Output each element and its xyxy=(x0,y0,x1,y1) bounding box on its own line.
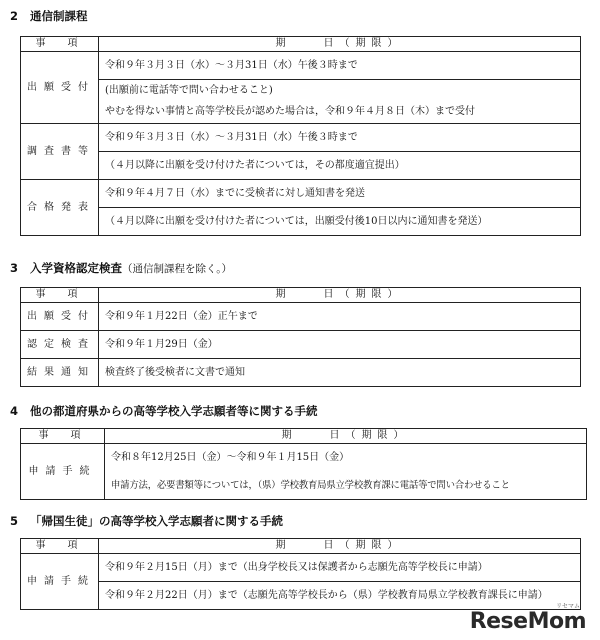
table-row xyxy=(21,359,581,387)
section-title-5 xyxy=(10,513,283,529)
row-text: 検査終了後受検者に文書で通知 xyxy=(99,359,581,387)
schedule-table-5 xyxy=(20,538,581,610)
schedule-table-3 xyxy=(20,287,581,387)
row-text: やむを得ない事情と高等学校長が認めた場合は，令和９年４月８日（木）まで受付 xyxy=(99,102,581,124)
table-row xyxy=(21,152,581,180)
row-label: 調査書等 xyxy=(21,124,99,180)
header-period: 期 日（期限） xyxy=(99,37,581,52)
row-text: 令和９年３月３日（水）～３月31日（水）午後３時まで xyxy=(99,124,581,152)
row-label: 出願受付 xyxy=(21,52,99,124)
section-heading: 「帰国生徒」の高等学校入学志願者に関する手続 xyxy=(30,514,283,528)
header-item: 事 項 xyxy=(21,429,105,444)
section-note: （通信制課程を除く。） xyxy=(122,263,233,275)
section-number: 5 xyxy=(10,514,19,528)
watermark-small-text: リセマム xyxy=(556,603,580,610)
header-period: 期 日（期限） xyxy=(105,429,587,444)
schedule-table-4 xyxy=(20,428,587,500)
row-label: 出願受付 xyxy=(21,303,99,331)
section-number: 3 xyxy=(10,261,19,275)
section-number: 4 xyxy=(10,404,19,418)
row-text: 令和９年２月15日（月）まで（出身学校長又は保護者から志願先高等学校長に申請） xyxy=(99,554,581,582)
table-row xyxy=(21,472,587,500)
row-text: 令和９年３月３日（水）～３月31日（水）午後３時まで xyxy=(99,52,581,80)
row-text: 令和９年１月29日（金） xyxy=(99,331,581,359)
table-row xyxy=(21,444,587,472)
row-text: 申請方法，必要書類等については，（県）学校教育局県立学校教育課に電話等で問い合わせること xyxy=(105,472,587,500)
row-label: 認定検査 xyxy=(21,331,99,359)
table-header-row xyxy=(21,288,581,303)
row-text: 令和９年１月22日（金）正午まで xyxy=(99,303,581,331)
section-heading: 他の都道府県からの高等学校入学志願者等に関する手続 xyxy=(30,404,318,418)
table-header-row xyxy=(21,37,581,52)
section-title-4 xyxy=(10,403,318,419)
section-heading: 通信制課程 xyxy=(30,9,88,23)
schedule-table-2 xyxy=(20,36,581,236)
section-heading: 入学資格認定検査 xyxy=(30,261,122,275)
header-period: 期 日（期限） xyxy=(99,288,581,303)
table-header-row xyxy=(21,539,581,554)
section-number: 2 xyxy=(10,9,19,23)
resemom-logo xyxy=(470,609,586,634)
row-label: 合格発表 xyxy=(21,180,99,236)
row-text: （４月以降に出願を受け付けた者については，その都度適宜提出） xyxy=(99,152,581,180)
header-item: 事 項 xyxy=(21,539,99,554)
row-text: 令和９年２月22日（月）まで（志願先高等学校長から（県）学校教育局県立学校教育課長に申請） xyxy=(99,582,581,610)
table-row xyxy=(21,80,581,102)
table-row xyxy=(21,554,581,582)
table-row xyxy=(21,124,581,152)
row-text: 令和８年12月25日（金）～令和９年１月15日（金） xyxy=(105,444,587,472)
header-item: 事 項 xyxy=(21,37,99,52)
table-row xyxy=(21,582,581,610)
table-row xyxy=(21,52,581,80)
row-label: 申請手続 xyxy=(21,444,105,500)
header-period: 期 日（期限） xyxy=(99,539,581,554)
table-row xyxy=(21,303,581,331)
table-header-row xyxy=(21,429,587,444)
table-row xyxy=(21,180,581,208)
section-title-3 xyxy=(10,260,232,276)
table-row xyxy=(21,331,581,359)
row-label: 申請手続 xyxy=(21,554,99,610)
row-label: 結果通知 xyxy=(21,359,99,387)
row-text: 令和９年４月７日（水）までに受検者に対し通知書を発送 xyxy=(99,180,581,208)
table-row xyxy=(21,208,581,236)
row-text: (出願前に電話等で問い合わせること) xyxy=(99,80,581,102)
header-item: 事 項 xyxy=(21,288,99,303)
watermark-brand: ReseMom xyxy=(469,609,586,634)
table-row xyxy=(21,102,581,124)
section-title-2 xyxy=(10,8,88,24)
row-text: （４月以降に出願を受け付けた者については，出願受付後10日以内に通知書を発送） xyxy=(99,208,581,236)
